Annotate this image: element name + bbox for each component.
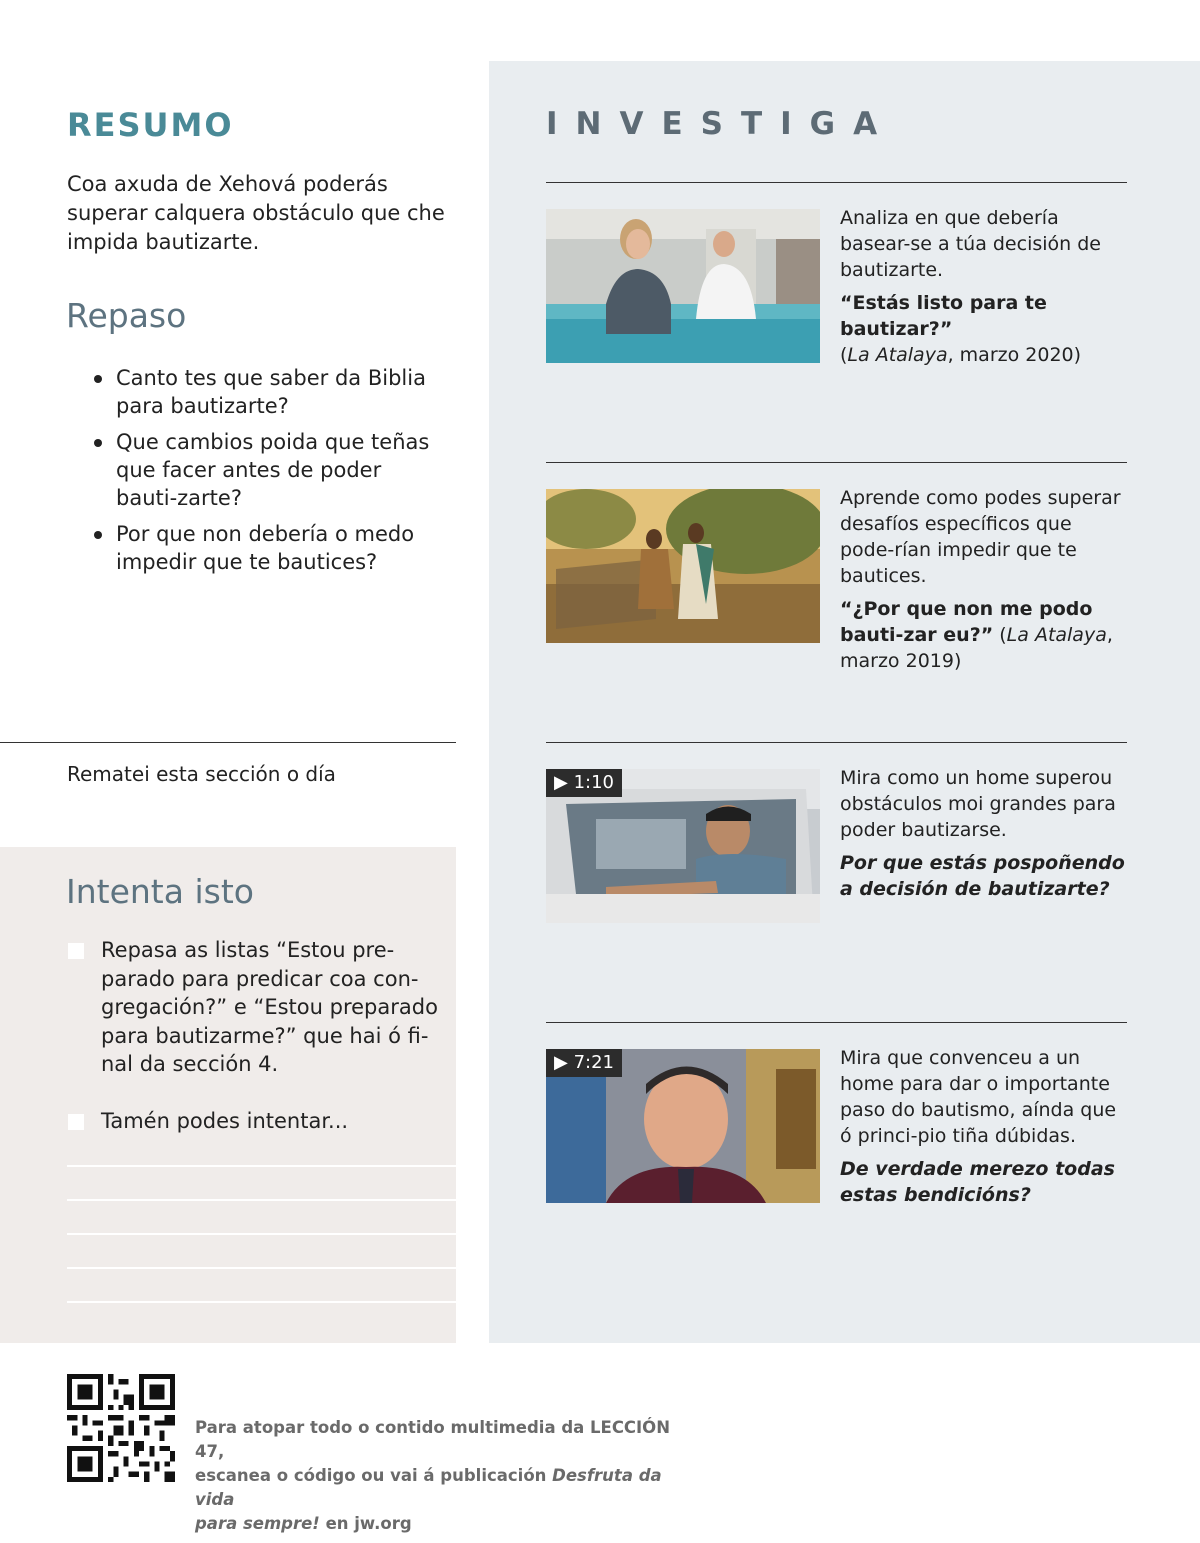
writing-line[interactable] [67, 1267, 456, 1269]
publication-date: , marzo 2019) [840, 624, 1113, 672]
footer-line2: escanea o código ou vai á publicación [195, 1466, 553, 1485]
video-title[interactable]: Por que estás pospoñendo a decisión de bautizarte? [840, 852, 1125, 900]
video-duration-badge [546, 769, 622, 797]
publication-name: La Atalaya [1006, 624, 1107, 646]
publication-title: Desfruta da vida [195, 1466, 662, 1509]
repaso-item: Que cambios poida que teñas que facer antes de poder bauti-zarte? [92, 428, 447, 512]
divider [0, 742, 456, 743]
video-duration-badge [546, 1049, 622, 1077]
play-icon: ▶ [554, 1052, 568, 1073]
investiga-entry [840, 205, 1130, 368]
entry-description: Aprende como podes superar desafíos específicos que pode-rían impedir que te bautices. [840, 487, 1121, 587]
article-title[interactable]: “Estás listo para te bautizar?” [840, 292, 1047, 340]
completion-date-label: Rematei esta sección o día [67, 762, 336, 786]
smiling-man-video[interactable] [546, 1049, 820, 1203]
ref-open: ( [840, 344, 848, 366]
resumo-heading: RESUMO [67, 106, 234, 144]
article-title[interactable]: “¿Por que non me podo bauti-zar eu?” [840, 598, 1093, 646]
writing-line[interactable] [67, 1301, 456, 1303]
checkbox[interactable] [68, 1114, 84, 1130]
entry-description: Analiza en que debería basear-se a túa decisión de bautizarte. [840, 207, 1101, 281]
repaso-item: Por que non debería o medo impedir que te bautices? [92, 520, 447, 576]
footer-line1: Para atopar todo o contido multimedia da LECCIÓN 47, [195, 1418, 671, 1461]
woman-baptism-pool-photo[interactable] [546, 209, 820, 363]
writing-line[interactable] [67, 1199, 456, 1201]
writing-line[interactable] [67, 1233, 456, 1235]
repaso-list [92, 364, 447, 584]
divider [546, 1022, 1127, 1023]
ethiopian-eunuch-painting[interactable] [546, 489, 820, 643]
footer-note [195, 1416, 695, 1536]
intenta-item: Tamén podes intentar... [101, 1109, 349, 1133]
repaso-heading: Repaso [66, 296, 187, 335]
intenta-item: Repasa as listas “Estou pre-parado para predicar coa con-gregación?” e “Estou preparado para bautizarme?” que hai ó fi-nal da sección 4. [101, 938, 438, 1076]
video-duration: 1:10 [573, 772, 614, 793]
play-icon: ▶ [554, 772, 568, 793]
divider [546, 182, 1127, 183]
intenta-heading: Intenta isto [66, 872, 254, 911]
video-title[interactable]: De verdade merezo todas estas bendicións? [840, 1158, 1115, 1206]
divider [546, 462, 1127, 463]
article-reference[interactable] [840, 290, 1130, 368]
article-reference[interactable] [840, 596, 1130, 674]
entry-description: Mira que convenceu a un home para dar o importante paso do bautismo, aínda que ó princi-pio tiña dúbidas. [840, 1047, 1117, 1147]
entry-description: Mira como un home superou obstáculos moi grandes para poder bautizarse. [840, 767, 1116, 841]
footer-line3: en jw.org [319, 1514, 412, 1533]
checkbox[interactable] [68, 943, 84, 959]
publication-title-cont: para sempre! [195, 1514, 320, 1533]
investiga-heading: INVESTIGA [546, 106, 896, 142]
repaso-item: Canto tes que saber da Biblia para bautizarte? [92, 364, 447, 420]
publication-name: La Atalaya [847, 344, 948, 366]
divider [546, 742, 1127, 743]
man-driving-car-video[interactable] [546, 769, 820, 923]
investiga-entry [840, 1045, 1130, 1208]
investiga-entry [840, 765, 1130, 902]
writing-line[interactable] [67, 1165, 456, 1167]
ref-open: ( [993, 624, 1007, 646]
investiga-entry [840, 485, 1130, 674]
video-duration: 7:21 [573, 1052, 614, 1073]
publication-date: , marzo 2020) [947, 344, 1082, 366]
qr-code-icon[interactable] [67, 1374, 175, 1482]
resumo-text: Coa axuda de Xehová poderás superar calquera obstáculo que che impida bautizarte. [67, 172, 445, 254]
